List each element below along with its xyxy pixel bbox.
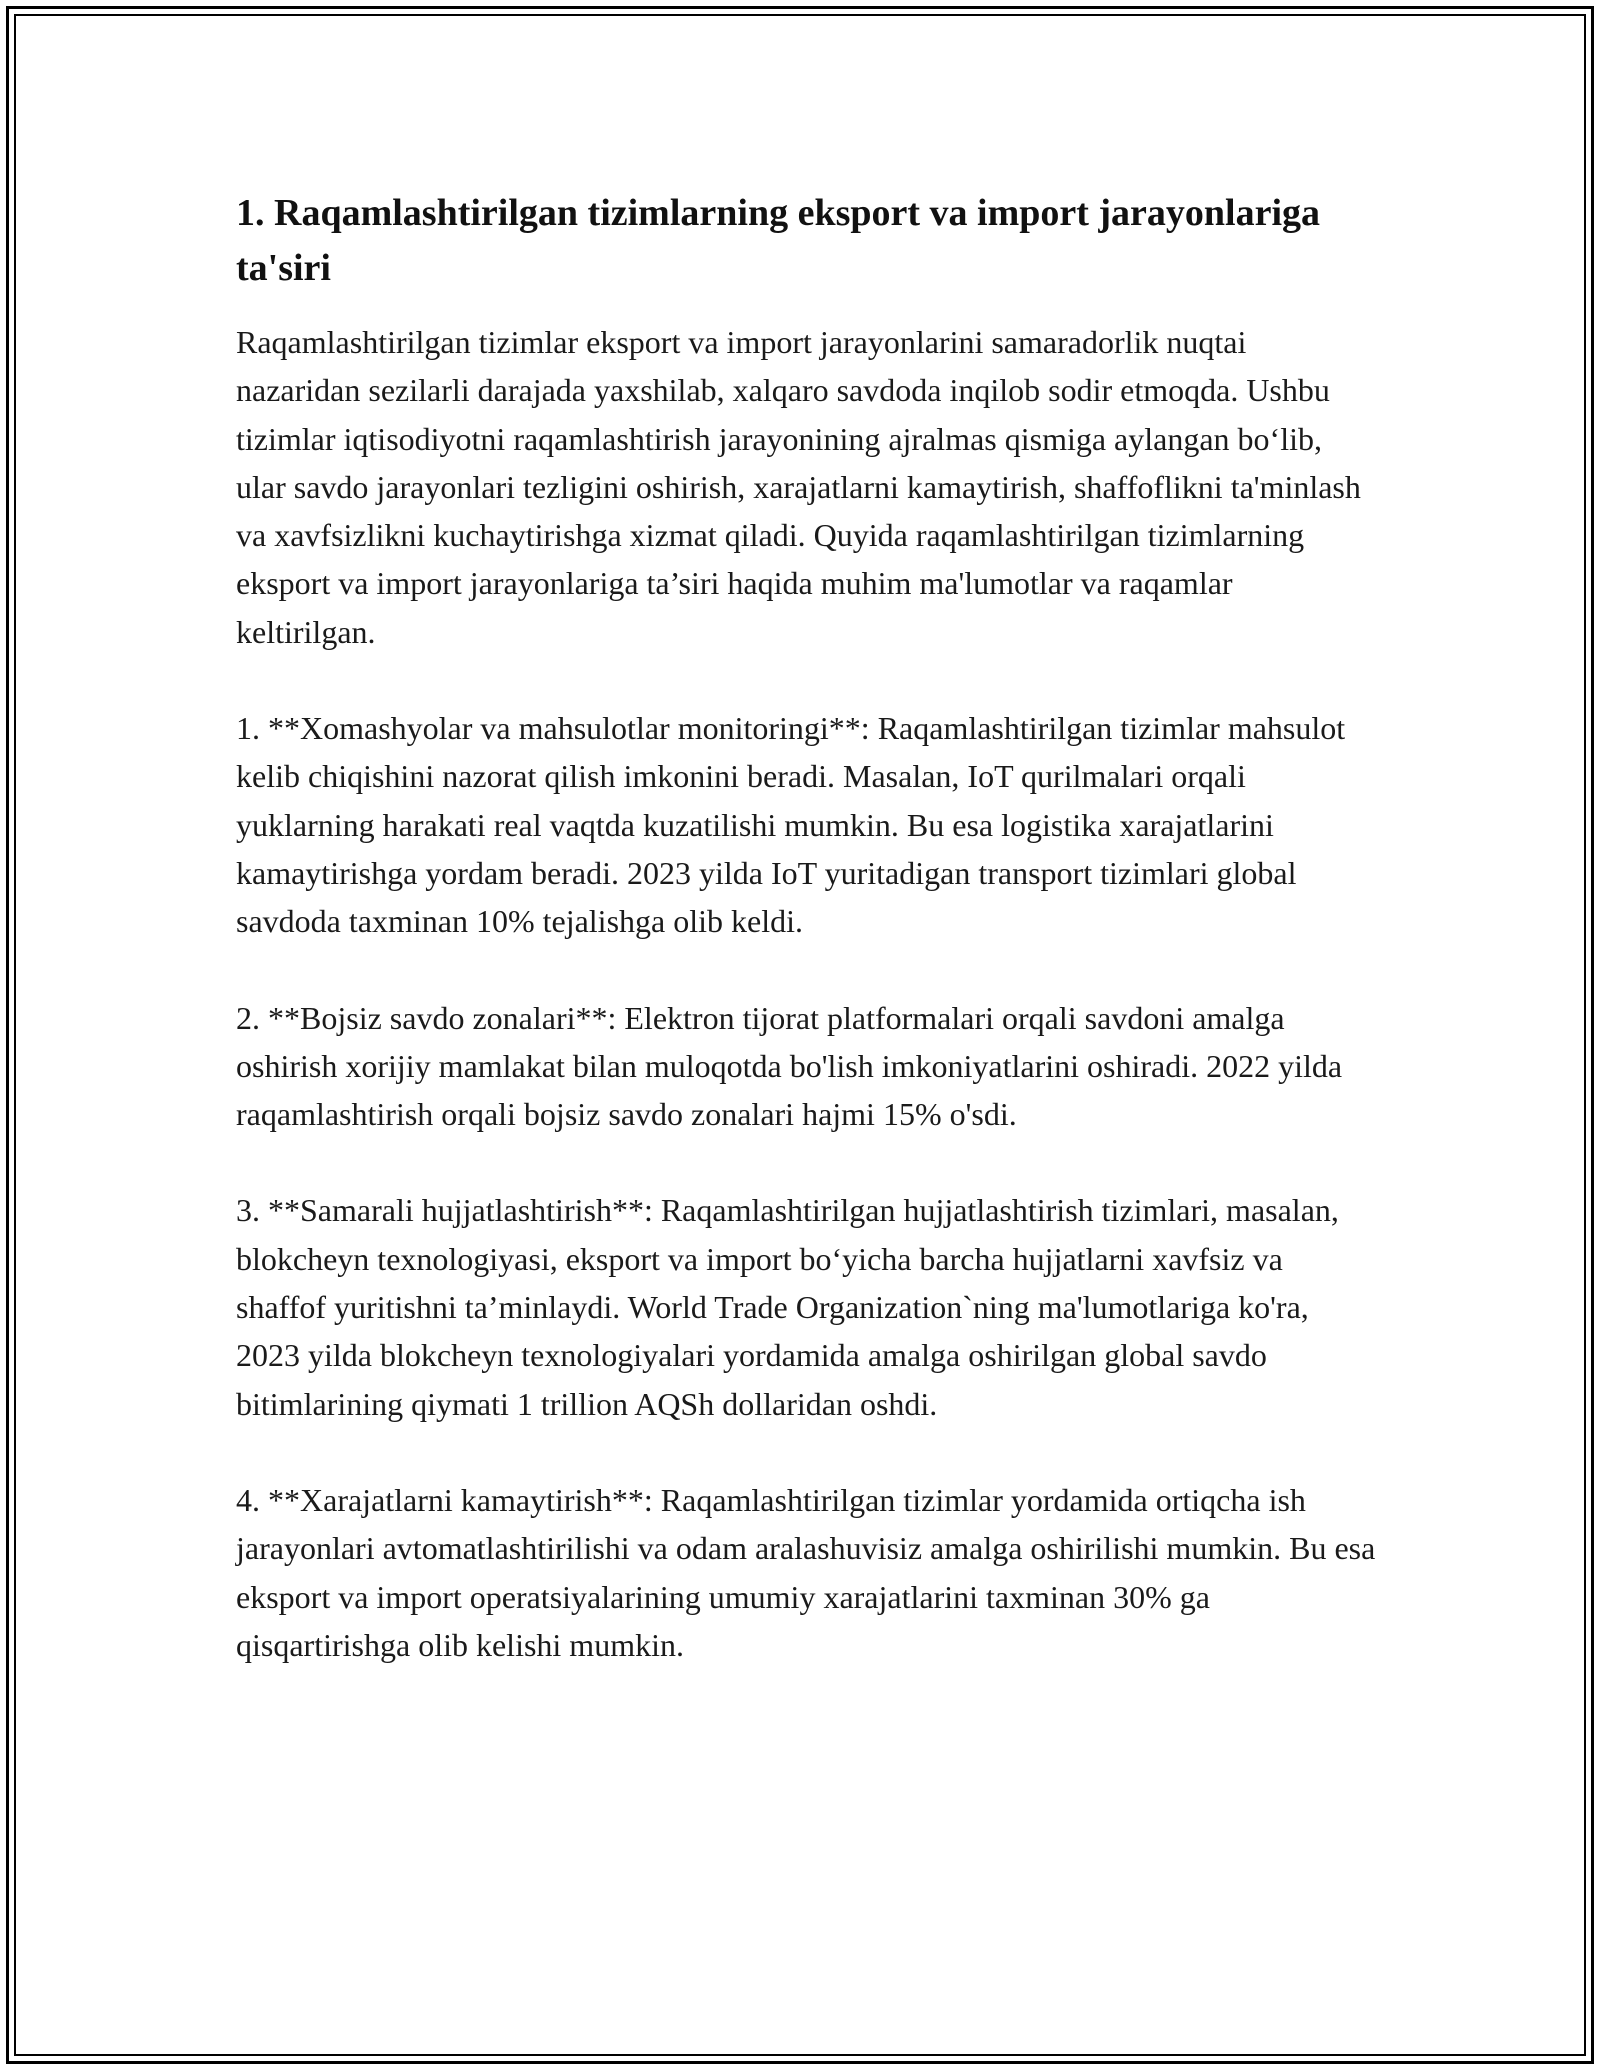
section-heading: 1. Raqamlashtirilgan tizimlarning eksport va import jarayonlariga ta'siri bbox=[236, 192, 1321, 289]
list-item-documentation: 3. **Samarali hujjatlashtirish**: Raqamlashtirilgan hujjatlashtirish tizimlari, masalan, blokcheyn texnologiyasi, eksport va import bo‘yicha barcha hujjatlarni xavfsiz va shaffof yuritishni ta’minlaydi. World Trade Organization`ning ma'lumotlariga ko'ra, 2023 yilda blokcheyn texnologiyalari yordamida amalga oshirilgan global savdo bitimlarining qiymati 1 trillion AQSh dollaridan oshdi. bbox=[236, 1192, 1339, 1422]
intro-paragraph: Raqamlashtirilgan tizimlar eksport va import jarayonlarini samaradorlik nuqtai nazaridan sezilarli darajada yaxshilab, xalqaro savdoda inqilob sodir etmoqda. Ushbu tizimlar iqtisodiyotni raqamlashtirish jarayonining ajralmas qismiga aylangan bo‘lib, ular savdo jarayonlari tezligini oshirish, xarajatlarni kamaytirish, shaffoflikni ta'minlash va xavfsizlikni kuchaytirishga xizmat qiladi. Quyida raqamlashtirilgan tizimlarning eksport va import jarayonlariga ta’siri haqida muhim ma'lumotlar va raqamlar keltirilgan. bbox=[236, 324, 1361, 650]
list-item-cost-reduction: 4. **Xarajatlarni kamaytirish**: Raqamlashtirilgan tizimlar yordamida ortiqcha ish jarayonlari avtomatlashtirilishi va odam aralashuvisiz amalga oshirilishi mumkin. Bu esa eksport va import operatsiyalarining umumiy xarajatlarini taxminan 30% ga qisqartirishga olib kelishi mumkin. bbox=[236, 1481, 1376, 1663]
list-item-duty-free-zones: 2. **Bojsiz savdo zonalari**: Elektron tijorat platformalari orqali savdoni amalga oshirish xorijiy mamlakat bilan muloqotda bo'lish imkoniyatlarini oshiradi. 2022 yilda raqamlashtirish orqali bojsiz savdo zonalari hajmi 15% o'sdi. bbox=[236, 999, 1343, 1133]
document-body bbox=[236, 186, 1376, 1669]
list-item-monitoring: 1. **Xomashyolar va mahsulotlar monitoringi**: Raqamlashtirilgan tizimlar mahsulot kelib chiqishini nazorat qilish imkonini beradi. Masalan, IoT qurilmalari orqali yuklarning harakati real vaqtda kuzatilishi mumkin. Bu esa logistika xarajatlarini kamaytirishga yordam beradi. 2023 yilda IoT yuritadigan transport tizimlari global savdoda taxminan 10% tejalishga olib keldi. bbox=[236, 710, 1346, 940]
